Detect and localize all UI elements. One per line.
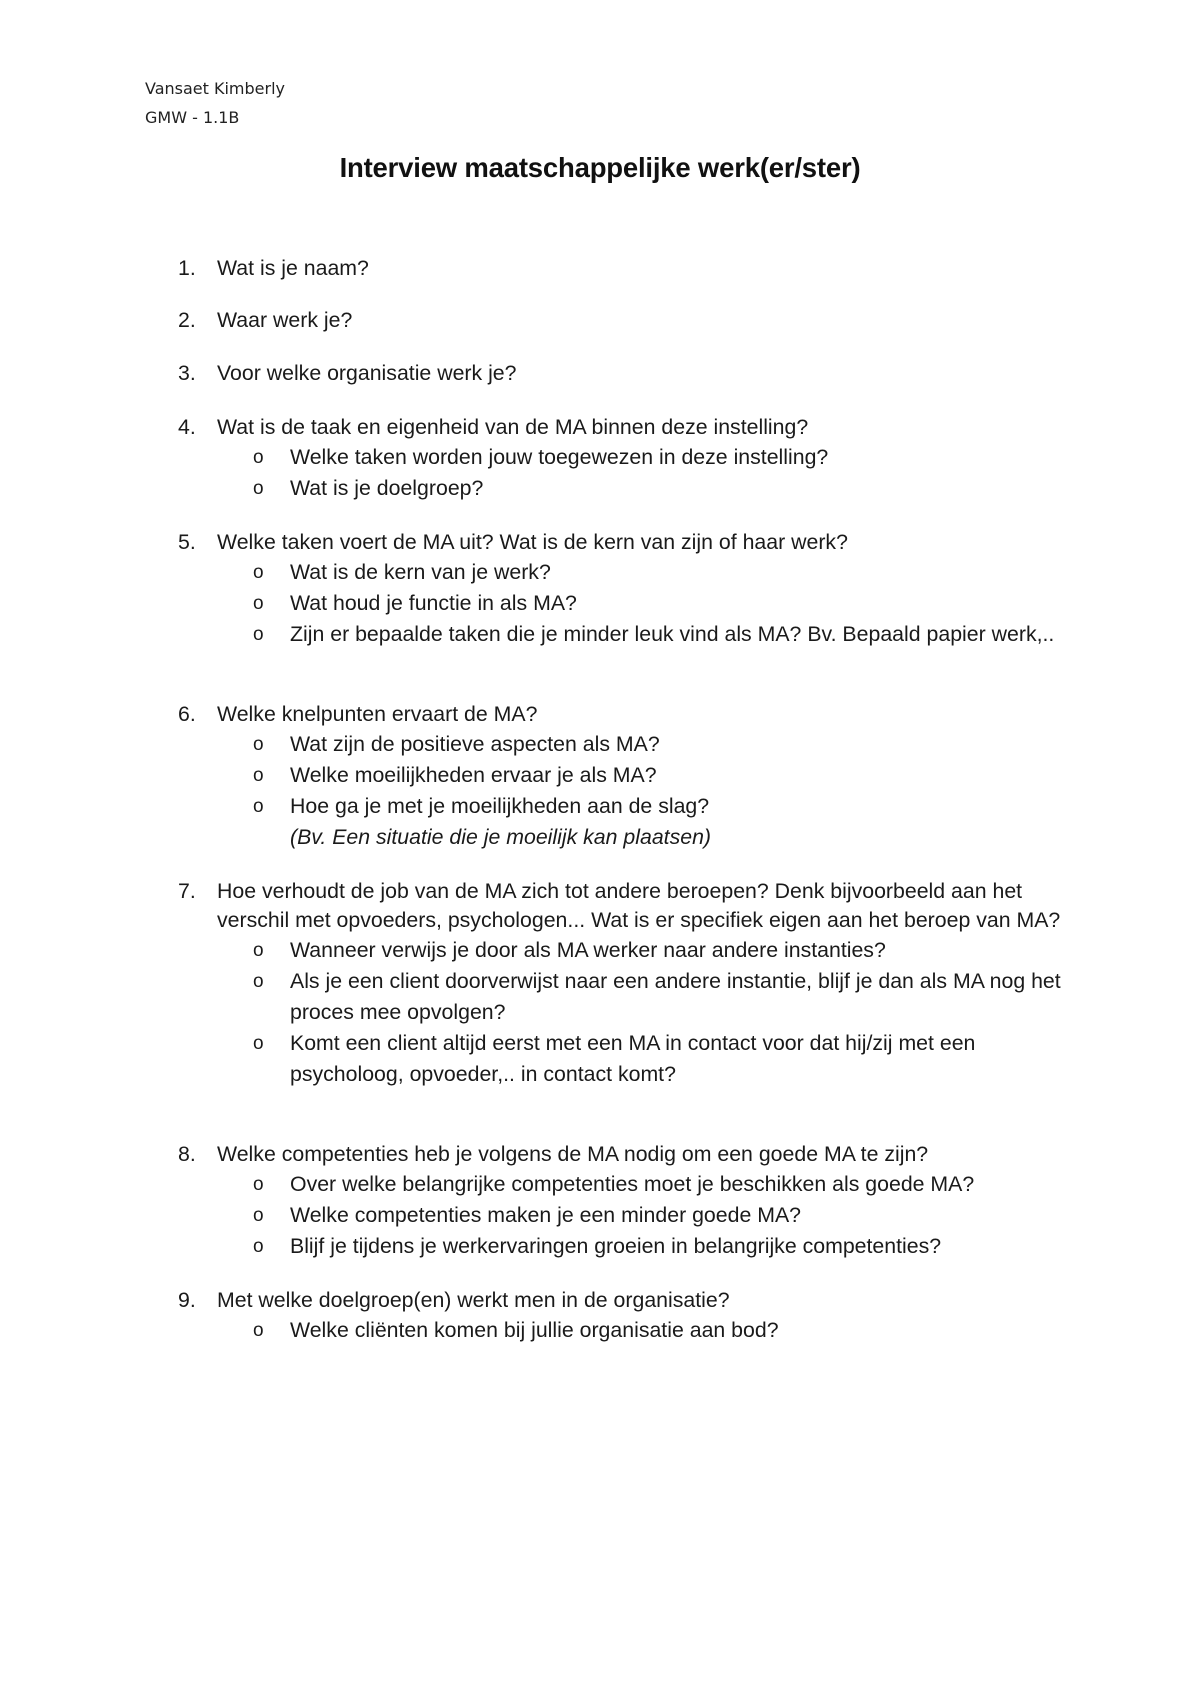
bullet-marker: o — [253, 1033, 264, 1054]
sub-question: o Welke taken worden jouw toegewezen in deze instelling? — [0, 442, 1200, 473]
question-text: Welke knelpunten ervaart de MA? — [217, 702, 538, 726]
question-2 — [0, 306, 1200, 335]
bullet-marker: o — [253, 478, 264, 499]
author-name: Vansaet Kimberly — [145, 79, 286, 98]
question-text: Waar werk je? — [217, 308, 353, 332]
bullet-marker: o — [253, 447, 264, 468]
question-text: Wat is je naam? — [217, 256, 369, 280]
question-number: 1. — [178, 256, 196, 280]
question-text: Hoe verhoudt de job van de MA zich tot andere beroepen? Denk bijvoorbeeld aan het verschil met opvoeders, psychologen... Wat is er specifiek eigen aan het beroep van MA? — [217, 879, 1061, 932]
question-number: 4. — [178, 415, 196, 439]
bullet-marker: o — [253, 796, 264, 817]
sub-question: o Wat is je doelgroep? — [0, 473, 1200, 504]
question-text: Voor welke organisatie werk je? — [217, 361, 517, 385]
question-number: 3. — [178, 361, 196, 385]
example-note: (Bv. Een situatie die je moeilijk kan plaatsen) — [290, 825, 712, 849]
document-title: Interview maatschappelijke werk(er/ster) — [339, 152, 861, 183]
question-text: Welke taken voert de MA uit? Wat is de kern van zijn of haar werk? — [217, 530, 848, 554]
bullet-marker: o — [253, 1174, 264, 1195]
question-9 — [0, 1286, 1200, 1346]
bullet-marker: o — [253, 940, 264, 961]
sub-question: o Zijn er bepaalde taken die je minder leuk vind als MA? Bv. Bepaald papier werk,.. — [0, 619, 1200, 650]
question-1 — [0, 254, 1200, 283]
question-number: 9. — [178, 1288, 196, 1312]
bullet-marker: o — [253, 1205, 264, 1226]
document-header — [145, 74, 285, 132]
bullet-marker: o — [253, 765, 264, 786]
question-text: Met welke doelgroep(en) werkt men in de organisatie? — [217, 1288, 730, 1312]
bullet-marker: o — [253, 593, 264, 614]
question-7 — [0, 877, 1200, 1090]
sub-question: o Wat houd je functie in als MA? — [0, 588, 1200, 619]
bullet-marker: o — [253, 971, 264, 992]
sub-question: o Blijf je tijdens je werkervaringen groeien in belangrijke competenties? — [0, 1231, 1200, 1262]
sub-question: o Hoe ga je met je moeilijkheden aan de slag? (Bv. Een situatie die je moeilijk kan plaatsen) — [0, 791, 1200, 853]
question-5 — [0, 528, 1200, 650]
question-number: 7. — [178, 879, 196, 903]
course-code: GMW - 1.1B — [145, 108, 240, 127]
question-number: 2. — [178, 308, 196, 332]
sub-question: o Komt een client altijd eerst met een MA in contact voor dat hij/zij met een psycholoog, opvoeder,.. in contact komt? — [0, 1028, 1200, 1090]
question-number: 6. — [178, 702, 196, 726]
question-number: 5. — [178, 530, 196, 554]
sub-question: o Wat is de kern van je werk? — [0, 557, 1200, 588]
question-8 — [0, 1140, 1200, 1262]
question-text: Wat is de taak en eigenheid van de MA binnen deze instelling? — [217, 415, 809, 439]
sub-question: o Wat zijn de positieve aspecten als MA? — [0, 729, 1200, 760]
bullet-marker: o — [253, 734, 264, 755]
sub-question: o Wanneer verwijs je door als MA werker naar andere instanties? — [0, 935, 1200, 966]
bullet-marker: o — [253, 562, 264, 583]
question-text: Welke competenties heb je volgens de MA nodig om een goede MA te zijn? — [217, 1142, 929, 1166]
sub-question: o Welke moeilijkheden ervaar je als MA? — [0, 760, 1200, 791]
question-6 — [0, 700, 1200, 853]
sub-question: o Over welke belangrijke competenties moet je beschikken als goede MA? — [0, 1169, 1200, 1200]
sub-question: o Welke competenties maken je een minder goede MA? — [0, 1200, 1200, 1231]
question-list — [0, 254, 1200, 1346]
question-3 — [0, 359, 1200, 388]
question-number: 8. — [178, 1142, 196, 1166]
question-4 — [0, 413, 1200, 504]
bullet-marker: o — [253, 1320, 264, 1341]
bullet-marker: o — [253, 624, 264, 645]
sub-question: o Als je een client doorverwijst naar een andere instantie, blijf je dan als MA nog het proces mee opvolgen? — [0, 966, 1200, 1028]
bullet-marker: o — [253, 1236, 264, 1257]
sub-question: o Welke cliënten komen bij jullie organisatie aan bod? — [0, 1315, 1200, 1346]
